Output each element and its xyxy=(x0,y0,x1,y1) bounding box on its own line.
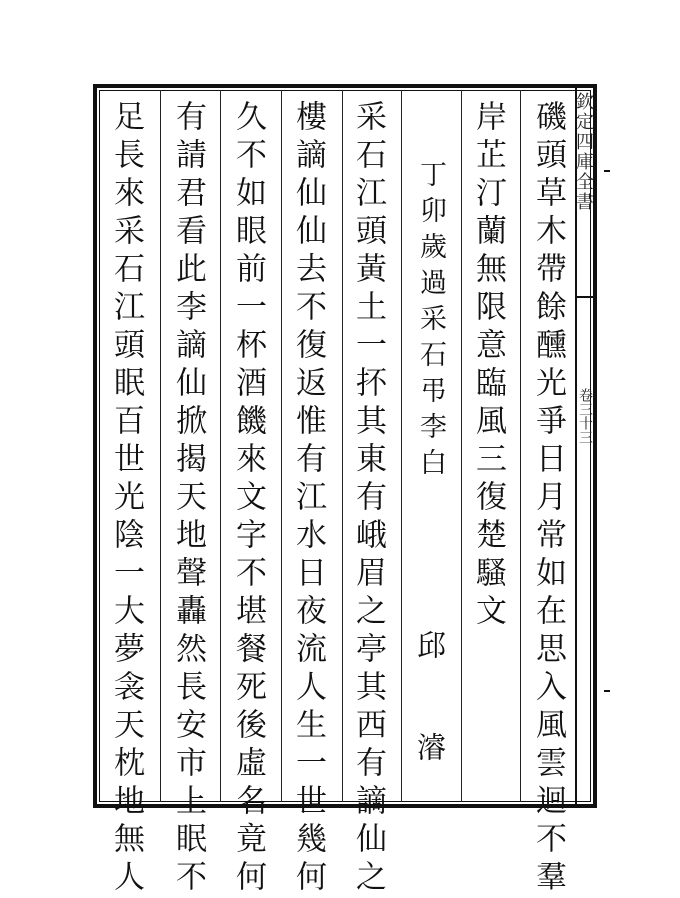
text-column-6: 久不如眼前一杯酒饑來文字不堪餐死後虛名竟何 xyxy=(230,100,266,898)
text-column-5: 樓謫仙仙去不復返惟有江水日夜流人生一世幾何 xyxy=(290,100,326,898)
column-rule xyxy=(281,90,282,802)
column-rule xyxy=(520,90,521,802)
column-rule xyxy=(342,90,343,802)
column-rule xyxy=(401,90,402,802)
juan-number: 卷三十三 xyxy=(577,388,593,444)
author-name: 邱 濬 xyxy=(413,630,447,783)
edge-mark xyxy=(604,690,610,692)
text-column-8: 足長來采石江頭眠百世光陰一大夢衾天枕地無人 xyxy=(108,100,144,898)
text-column-4: 采石江頭黃土一抔其東有峨眉之亭其西有謫仙之 xyxy=(350,100,386,898)
column-rule xyxy=(461,90,462,802)
poem-title: 丁卯歲過采石弔李白 xyxy=(415,160,446,484)
column-rule xyxy=(160,90,161,802)
edge-mark xyxy=(604,170,610,172)
strip-divider xyxy=(575,296,597,298)
text-column-7: 有請君看此李謫仙掀揭天地聲轟然長安市上眠不 xyxy=(170,100,206,898)
book-title: 欽定四庫全書 xyxy=(573,92,594,212)
text-column-2: 岸芷汀蘭無限意臨風三復楚騷文 xyxy=(470,100,506,632)
column-rule xyxy=(220,90,221,802)
text-column-1: 磯頭草木帶餘醺光爭日月常如在思入風雲迴不羣 xyxy=(530,100,566,898)
